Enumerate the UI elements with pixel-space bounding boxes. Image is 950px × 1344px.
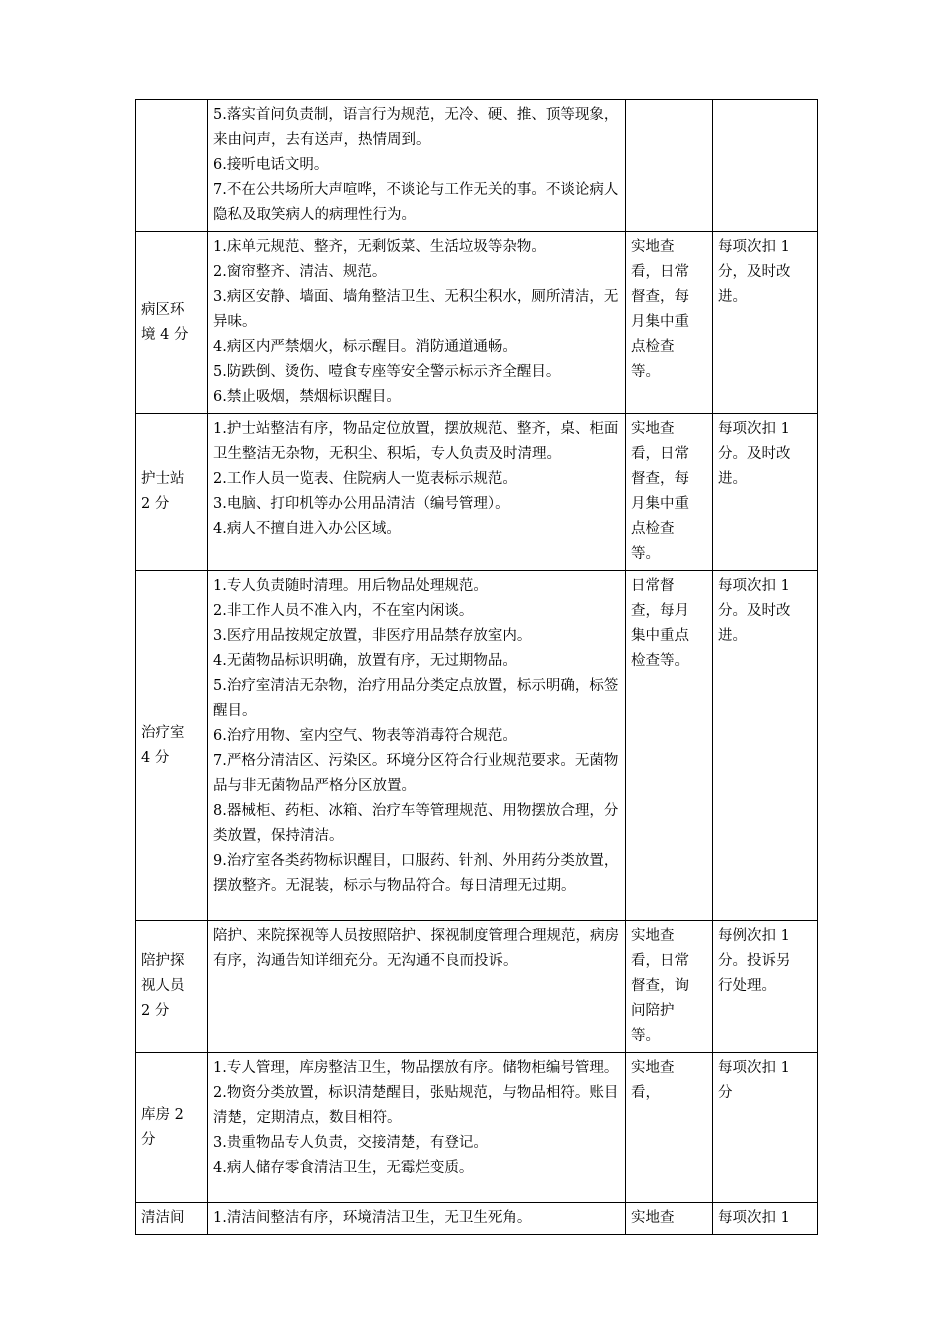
requirement-item: 4.病区内严禁烟火，标示醒目。消防通道通畅。	[213, 339, 517, 355]
scoring-cell	[713, 1053, 818, 1203]
requirement-item: 8.器械柜、药柜、冰箱、治疗车等管理规范、用物摆放合理，分类放置，保持清洁。	[213, 803, 619, 844]
requirement-item: 2.窗帘整齐、清洁、规范。	[213, 264, 387, 280]
requirement-item: 7.不在公共场所大声喧哗，不谈论与工作无关的事。不谈论病人隐私及取笑病人的病理性行为。	[213, 182, 619, 223]
requirements-cell	[208, 1053, 626, 1203]
method-text: 实地查 看，	[631, 1060, 675, 1101]
scoring-cell	[713, 232, 818, 414]
table-row	[136, 921, 818, 1053]
method-text: 实地查	[631, 1210, 675, 1226]
category-cell	[136, 414, 208, 571]
scoring-cell	[713, 921, 818, 1053]
scoring-cell	[713, 100, 818, 232]
scoring-text: 每项次扣 1 分	[718, 1060, 790, 1101]
category-cell	[136, 1053, 208, 1203]
table-row	[136, 1203, 818, 1235]
requirement-item: 3.贵重物品专人负责，交接清楚，有登记。	[213, 1135, 488, 1151]
table-row	[136, 571, 818, 921]
table-row	[136, 414, 818, 571]
requirement-item: 7.严格分清洁区、污染区。环境分区符合行业规范要求。无菌物品与非无菌物品严格分区放置。	[213, 753, 619, 794]
method-cell	[626, 571, 713, 921]
scoring-text: 每项次扣 1 分。及时改 进。	[718, 578, 791, 644]
requirement-item: 5.治疗室清洁无杂物，治疗用品分类定点放置，标示明确，标签醒目。	[213, 678, 619, 719]
method-text: 日常督 查，每月 集中重点 检查等。	[631, 578, 689, 669]
requirements-cell	[208, 414, 626, 571]
requirement-item: 1.专人负责随时清理。用后物品处理规范。	[213, 578, 488, 594]
requirement-item: 3.病区安静、墙面、墙角整洁卫生、无积尘积水，厕所清洁，无异味。	[213, 289, 619, 330]
requirement-item: 4.病人不擅自进入办公区域。	[213, 521, 401, 537]
scoring-text: 每项次扣 1 分。及时改 进。	[718, 421, 791, 487]
scoring-text: 每项次扣 1	[718, 1210, 790, 1226]
requirement-item: 2.物资分类放置，标识清楚醒目，张贴规范，与物品相符。账目清楚，定期清点，数目相符。	[213, 1085, 619, 1126]
method-text: 实地查 看，日常 督查，每 月集中重 点检查 等。	[631, 421, 689, 562]
method-text: 实地查 看，日常 督查，每 月集中重 点检查 等。	[631, 239, 689, 380]
scoring-cell	[713, 571, 818, 921]
requirement-item: 1.护士站整洁有序，物品定位放置，摆放规范、整齐，桌、柜面卫生整洁无杂物，无积尘、积垢，专人负责及时清理。	[213, 421, 619, 462]
category-label: 清洁间	[141, 1210, 185, 1226]
method-cell	[626, 414, 713, 571]
category-label: 陪护探 视人员 2 分	[141, 953, 185, 1019]
requirements-cell	[208, 571, 626, 921]
requirement-item: 6.禁止吸烟，禁烟标识醒目。	[213, 389, 401, 405]
category-cell	[136, 921, 208, 1053]
method-cell	[626, 1203, 713, 1235]
method-cell	[626, 232, 713, 414]
requirement-item: 1.清洁间整洁有序，环境清洁卫生，无卫生死角。	[213, 1210, 532, 1226]
requirement-item: 9.治疗室各类药物标识醒目，口服药、针剂、外用药分类放置，摆放整齐。无混装，标示与物品符合。每日清理无过期。	[213, 853, 619, 894]
requirements-cell	[208, 232, 626, 414]
scoring-text: 每项次扣 1 分，及时改 进。	[718, 239, 791, 305]
method-cell	[626, 100, 713, 232]
scoring-cell	[713, 414, 818, 571]
scoring-text: 每例次扣 1 分。投诉另 行处理。	[718, 928, 791, 994]
requirement-item: 4.病人储存零食清洁卫生，无霉烂变质。	[213, 1160, 474, 1176]
requirement-item: 2.工作人员一览表、住院病人一览表标示规范。	[213, 471, 517, 487]
requirement-item: 陪护、来院探视等人员按照陪护、探视制度管理合理规范，病房有序，沟通告知详细充分。无沟通不良而投诉。	[213, 928, 619, 969]
requirement-item: 1.专人管理，库房整洁卫生，物品摆放有序。储物柜编号管理。	[213, 1060, 619, 1076]
category-label: 护士站 2 分	[141, 471, 185, 512]
table-row	[136, 1053, 818, 1203]
table-row	[136, 100, 818, 232]
requirements-cell	[208, 100, 626, 232]
requirements-cell	[208, 1203, 626, 1235]
method-cell	[626, 921, 713, 1053]
category-cell	[136, 100, 208, 232]
requirement-item: 3.电脑、打印机等办公用品清洁（编号管理）。	[213, 496, 510, 512]
requirement-item: 6.治疗用物、室内空气、物表等消毒符合规范。	[213, 728, 517, 744]
category-label: 病区环 境 4 分	[141, 301, 189, 343]
table-row	[136, 232, 818, 414]
category-cell	[136, 232, 208, 414]
scoring-cell	[713, 1203, 818, 1235]
requirement-item: 5.防跌倒、烫伤、噎食专座等安全警示标示齐全醒目。	[213, 364, 561, 380]
category-cell	[136, 571, 208, 921]
category-label: 治疗室 4 分	[141, 724, 185, 766]
requirements-cell	[208, 921, 626, 1053]
requirement-item: 1.床单元规范、整齐，无剩饭菜、生活垃圾等杂物。	[213, 239, 546, 255]
requirement-item: 5.落实首问负责制，语言行为规范，无冷、硬、推、顶等现象，来由问声，去有送声，热情周到。	[213, 107, 619, 148]
requirement-item: 3.医疗用品按规定放置，非医疗用品禁存放室内。	[213, 628, 532, 644]
method-text: 实地查 看，日常 督查，询 问陪护 等。	[631, 928, 689, 1044]
category-label: 库房 2 分	[141, 1106, 184, 1148]
method-cell	[626, 1053, 713, 1203]
requirement-item: 2.非工作人员不准入内，不在室内闲谈。	[213, 603, 474, 619]
inspection-standards-table	[135, 99, 818, 1235]
requirement-item: 4.无菌物品标识明确，放置有序，无过期物品。	[213, 653, 517, 669]
requirement-item: 6.接听电话文明。	[213, 157, 329, 173]
category-cell	[136, 1203, 208, 1235]
